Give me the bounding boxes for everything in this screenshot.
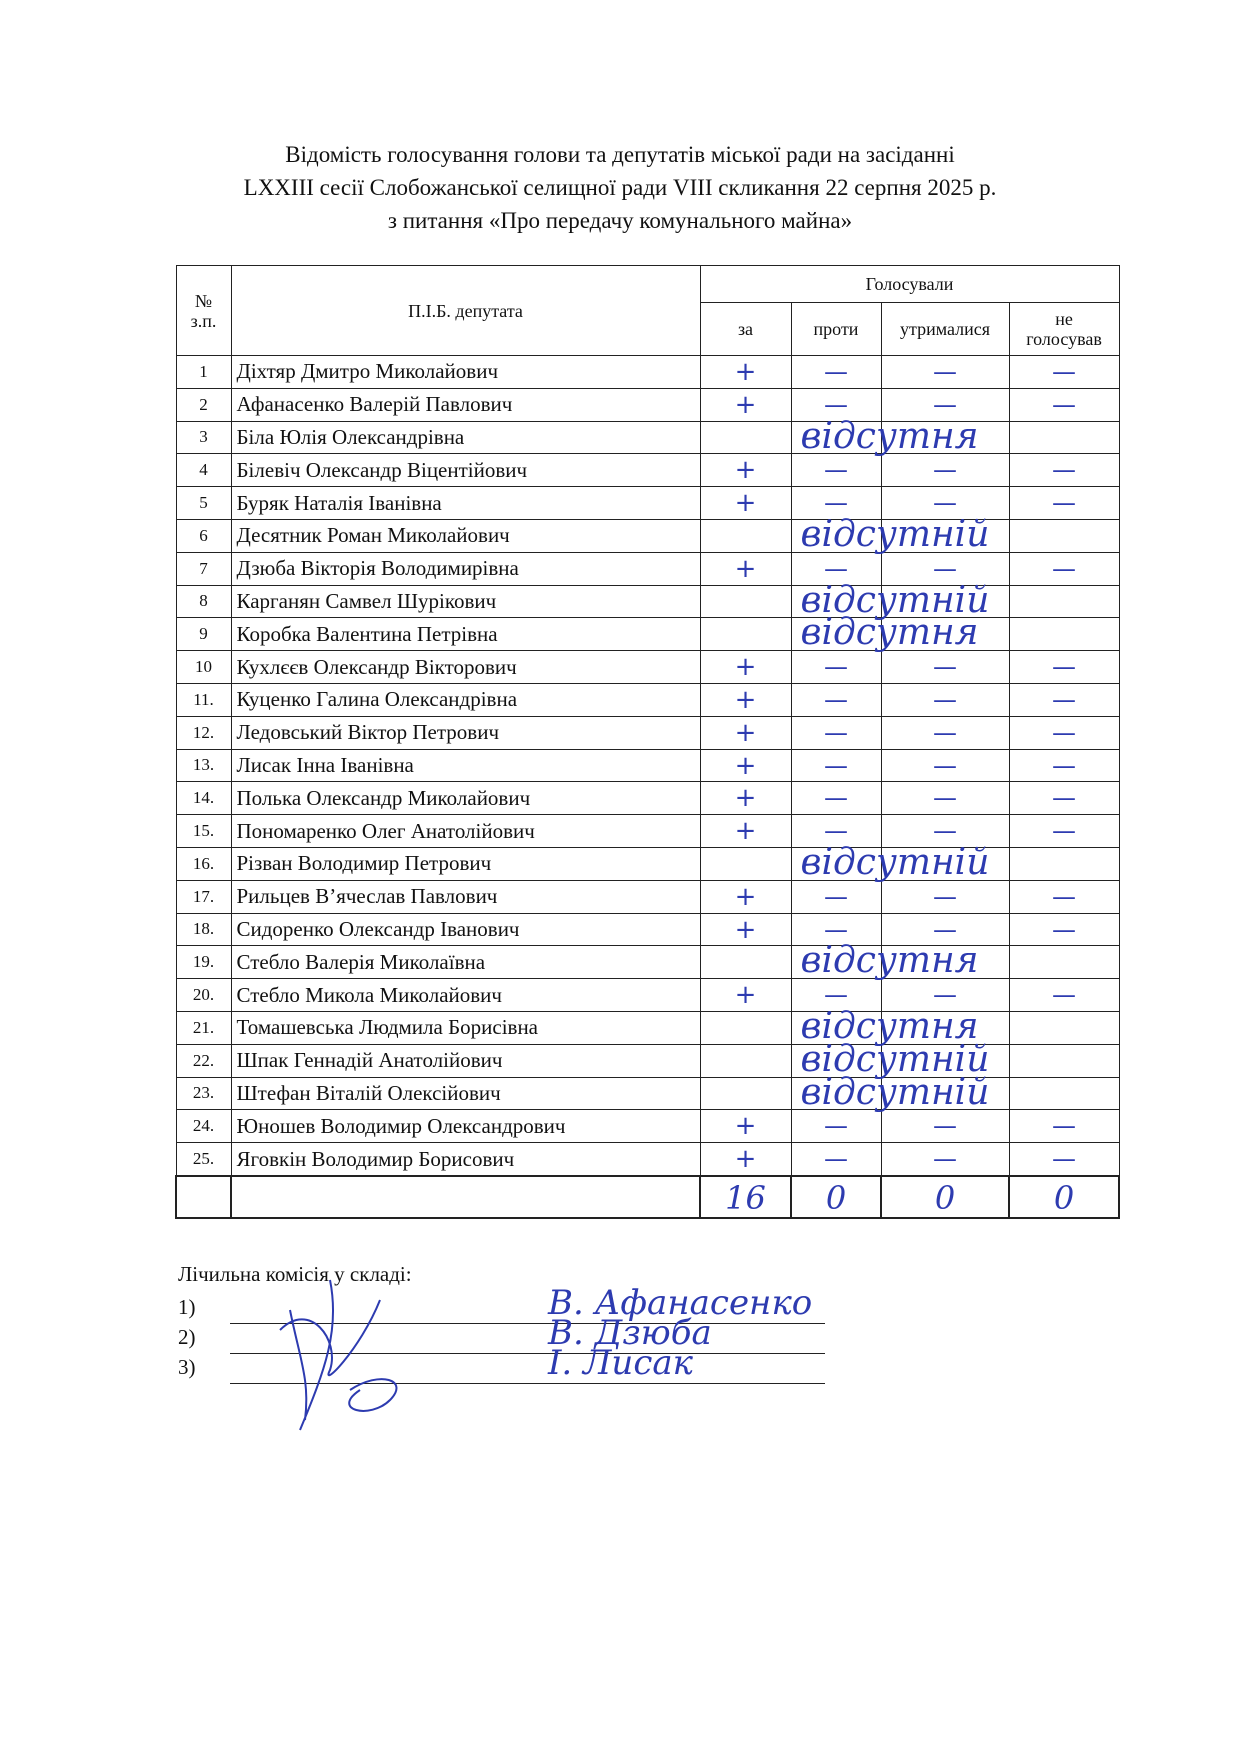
- vote-cell-abstained: [881, 519, 1009, 552]
- table-row: [176, 618, 1119, 651]
- vote-for-mark: +: [734, 455, 757, 486]
- vote-not-voted-mark: [1010, 946, 1119, 978]
- header-number: № з.п.: [176, 266, 231, 356]
- title-line-3: з питання «Про передачу комунального майна»: [387, 208, 853, 233]
- deputy-name: Пономаренко Олег Анатолійович: [231, 815, 700, 848]
- vote-cell-not-voted: [1009, 847, 1119, 880]
- vote-cell-for: [700, 415, 979, 457]
- vote-not-voted-mark: —: [1052, 456, 1077, 485]
- vote-cell-against: [791, 356, 881, 389]
- vote-cell-for: [700, 841, 990, 883]
- vote-cell-against: [791, 847, 881, 880]
- vote-abstained-mark: —: [933, 685, 957, 714]
- vote-for-mark: +: [734, 1144, 757, 1175]
- header-name: П.І.Б. депутата: [231, 266, 700, 356]
- table-row: [176, 683, 1119, 716]
- absent-note: відсутня: [800, 940, 979, 982]
- vote-cell-abstained: [881, 946, 1009, 979]
- vote-abstained-mark: —: [933, 981, 957, 1010]
- vote-cell-against: [791, 880, 881, 913]
- table-row: [176, 1077, 1119, 1110]
- deputy-name: Стебло Микола Миколайович: [231, 979, 700, 1012]
- vote-against-mark: —: [824, 751, 848, 780]
- handwritten-signature-icon: [270, 1270, 440, 1440]
- vote-cell-abstained: [881, 454, 1009, 487]
- vote-against-mark: [792, 848, 881, 880]
- vote-abstained-mark: —: [933, 784, 957, 813]
- vote-cell-against: [791, 782, 881, 815]
- vote-against-mark: —: [824, 1145, 848, 1174]
- row-number: 13.: [176, 749, 231, 782]
- row-number: 12.: [176, 716, 231, 749]
- vote-cell-for: [700, 979, 791, 1012]
- vote-against-mark: [792, 520, 881, 552]
- vote-cell-not-voted: [1009, 1143, 1119, 1176]
- vote-cell-not-voted: [1009, 782, 1119, 815]
- vote-for-mark: +: [734, 488, 757, 519]
- vote-abstained-mark: —: [933, 653, 957, 682]
- total-not-voted-cell: [1009, 1176, 1119, 1218]
- deputy-name: Білевіч Олександр Віцентійович: [231, 454, 700, 487]
- absent-note: відсутній: [800, 513, 990, 555]
- vote-abstained-mark: [882, 1078, 1009, 1110]
- vote-cell-not-voted: [1009, 815, 1119, 848]
- row-number: 20.: [176, 979, 231, 1012]
- deputy-name: Різван Володимир Петрович: [231, 847, 700, 880]
- vote-abstained-mark: —: [933, 1112, 957, 1141]
- vote-cell-abstained: [881, 1143, 1009, 1176]
- vote-cell-not-voted: [1009, 880, 1119, 913]
- row-number: 22.: [176, 1044, 231, 1077]
- vote-not-voted-mark: [1010, 848, 1119, 880]
- vote-cell-for: [700, 716, 791, 749]
- vote-abstained-mark: —: [933, 554, 957, 583]
- vote-cell-abstained: [881, 1077, 1009, 1110]
- vote-not-voted-mark: —: [1052, 784, 1077, 813]
- table-row: [176, 880, 1119, 913]
- vote-cell-against: [791, 421, 881, 454]
- deputy-name: Десятник Роман Миколайович: [231, 519, 700, 552]
- row-number: 7: [176, 552, 231, 585]
- vote-cell-abstained: [881, 847, 1009, 880]
- vote-not-voted-mark: —: [1052, 489, 1077, 518]
- deputy-name: Ледовський Віктор Петрович: [231, 716, 700, 749]
- vote-for-mark: [701, 1045, 791, 1077]
- table-row: [176, 519, 1119, 552]
- vote-cell-abstained: [881, 782, 1009, 815]
- vote-cell-for: [700, 487, 791, 520]
- vote-cell-for: [700, 913, 791, 946]
- absent-note: відсутній: [800, 841, 990, 883]
- vote-not-voted-mark: —: [1052, 390, 1077, 419]
- row-number: 15.: [176, 815, 231, 848]
- vote-cell-for: [700, 612, 979, 654]
- vote-for-mark: [701, 1078, 791, 1110]
- totals-row: [176, 1176, 1119, 1218]
- row-number: 23.: [176, 1077, 231, 1110]
- vote-cell-not-voted: [1009, 618, 1119, 651]
- vote-abstained-mark: —: [933, 915, 957, 944]
- vote-for-mark: +: [734, 816, 757, 847]
- vote-for-mark: +: [734, 914, 757, 945]
- vote-against-mark: —: [824, 718, 848, 747]
- vote-abstained-mark: —: [933, 882, 957, 911]
- vote-against-mark: —: [824, 915, 848, 944]
- vote-for-mark: +: [734, 652, 757, 683]
- vote-cell-not-voted: [1009, 716, 1119, 749]
- vote-for-mark: +: [734, 357, 757, 387]
- vote-cell-not-voted: [1009, 552, 1119, 585]
- total-for-cell: [700, 1176, 791, 1218]
- vote-against-mark: —: [824, 817, 848, 846]
- deputy-name: Карганян Самвел Шурікович: [231, 585, 700, 618]
- vote-against-mark: —: [824, 358, 848, 386]
- deputy-name: Кухлєєв Олександр Вікторович: [231, 651, 700, 684]
- vote-not-voted-mark: [1010, 520, 1119, 552]
- deputy-name: Дзюба Вікторія Володимирівна: [231, 552, 700, 585]
- vote-against-mark: —: [824, 390, 848, 419]
- vote-abstained-mark: [882, 848, 1009, 880]
- header-voted: Голосували: [700, 266, 1119, 303]
- member-signature: В. Афанасенко: [548, 1283, 813, 1323]
- vote-cell-not-voted: [1009, 454, 1119, 487]
- vote-cell-for: [700, 815, 791, 848]
- vote-cell-not-voted: [1009, 1077, 1119, 1110]
- vote-not-voted-mark: [1010, 422, 1119, 454]
- vote-abstained-mark: —: [933, 751, 957, 780]
- table-row: [176, 651, 1119, 684]
- table-row: [176, 749, 1119, 782]
- vote-cell-for: [700, 1110, 791, 1143]
- row-number: 5: [176, 487, 231, 520]
- commission-heading: Лічильна комісія у складі:: [178, 1262, 412, 1286]
- vote-cell-against: [791, 946, 881, 979]
- title-line-2: LXXIII сесії Слобожанської селищної ради VIII скликання 22 серпня 2025 р.: [243, 175, 997, 200]
- vote-abstained-mark: —: [933, 718, 957, 747]
- deputy-name: Рильцев В’ячеслав Павлович: [231, 880, 700, 913]
- deputy-name: Куценко Галина Олександрівна: [231, 683, 700, 716]
- table-row: [176, 847, 1119, 880]
- vote-cell-abstained: [881, 356, 1009, 389]
- vote-cell-against: [791, 716, 881, 749]
- row-number: 25.: [176, 1143, 231, 1176]
- vote-cell-against: [791, 1143, 881, 1176]
- header-not-voted: не голосував: [1009, 303, 1119, 356]
- vote-cell-not-voted: [1009, 979, 1119, 1012]
- vote-cell-for: [700, 880, 791, 913]
- vote-for-mark: [701, 520, 791, 552]
- vote-cell-abstained: [881, 749, 1009, 782]
- voting-table: [175, 265, 1120, 1219]
- total-not-voted: 0: [1053, 1178, 1075, 1217]
- vote-cell-against: [791, 1077, 881, 1110]
- title-line-1: Відомість голосування голови та депутатів міської ради на засіданні: [285, 142, 955, 167]
- table-row: [176, 356, 1119, 389]
- vote-cell-not-voted: [1009, 388, 1119, 421]
- vote-not-voted-mark: —: [1052, 554, 1077, 583]
- vote-cell-for: [700, 454, 791, 487]
- deputy-name: Полька Олександр Миколайович: [231, 782, 700, 815]
- vote-not-voted-mark: —: [1052, 685, 1077, 714]
- member-index: 3): [178, 1355, 196, 1379]
- deputy-name: Коробка Валентина Петрівна: [231, 618, 700, 651]
- deputy-name: Афанасенко Валерій Павлович: [231, 388, 700, 421]
- vote-cell-for: [700, 1071, 990, 1113]
- vote-cell-for: [700, 683, 791, 716]
- vote-against-mark: —: [824, 489, 848, 518]
- vote-cell-not-voted: [1009, 356, 1119, 389]
- vote-cell-abstained: [881, 421, 1009, 454]
- vote-not-voted-mark: [1010, 1045, 1119, 1077]
- deputy-name: Сидоренко Олександр Іванович: [231, 913, 700, 946]
- vote-not-voted-mark: —: [1052, 1145, 1077, 1174]
- vote-against-mark: [792, 1078, 881, 1110]
- absent-note: відсутній: [800, 1038, 990, 1080]
- vote-for-mark: [701, 946, 791, 978]
- vote-not-voted-mark: —: [1052, 817, 1077, 846]
- vote-against-mark: [792, 422, 881, 454]
- vote-cell-abstained: [881, 1110, 1009, 1143]
- member-signature: В. Дзюба: [548, 1313, 712, 1353]
- document-title: [0, 138, 1240, 237]
- row-number: 9: [176, 618, 231, 651]
- vote-against-mark: —: [824, 456, 848, 485]
- member-signature: І. Лисак: [548, 1343, 693, 1383]
- deputy-name: Томашевська Людмила Борисівна: [231, 1011, 700, 1044]
- vote-against-mark: —: [824, 784, 848, 813]
- vote-abstained-mark: —: [933, 390, 957, 419]
- vote-for-mark: +: [734, 389, 757, 420]
- vote-against-mark: [792, 946, 881, 978]
- vote-against-mark: —: [824, 981, 848, 1010]
- vote-not-voted-mark: —: [1052, 358, 1077, 386]
- header-for: за: [700, 303, 791, 356]
- table-row: [176, 716, 1119, 749]
- vote-against-mark: —: [824, 882, 848, 911]
- vote-cell-for: [700, 356, 791, 389]
- deputy-name: Шпак Геннадій Анатолійович: [231, 1044, 700, 1077]
- vote-abstained-mark: [882, 618, 1009, 650]
- row-number: 14.: [176, 782, 231, 815]
- vote-cell-against: [791, 749, 881, 782]
- row-number: 21.: [176, 1011, 231, 1044]
- vote-cell-against: [791, 519, 881, 552]
- row-number: 1: [176, 356, 231, 389]
- row-number: 16.: [176, 847, 231, 880]
- total-against: 0: [825, 1178, 847, 1217]
- table-row: [176, 1110, 1119, 1143]
- vote-cell-abstained: [881, 618, 1009, 651]
- vote-for-mark: +: [734, 684, 757, 715]
- vote-cell-abstained: [881, 716, 1009, 749]
- vote-cell-not-voted: [1009, 519, 1119, 552]
- vote-abstained-mark: [882, 422, 1009, 454]
- vote-against-mark: —: [824, 1112, 848, 1141]
- row-number: 4: [176, 454, 231, 487]
- vote-cell-for: [700, 749, 791, 782]
- row-number: 11.: [176, 683, 231, 716]
- vote-cell-not-voted: [1009, 1044, 1119, 1077]
- vote-for-mark: [701, 422, 791, 454]
- deputy-name: Лисак Інна Іванівна: [231, 749, 700, 782]
- vote-abstained-mark: [882, 946, 1009, 978]
- vote-for-mark: +: [734, 750, 757, 781]
- row-number: 2: [176, 388, 231, 421]
- vote-cell-not-voted: [1009, 487, 1119, 520]
- vote-for-mark: +: [734, 783, 757, 814]
- row-number: 19.: [176, 946, 231, 979]
- vote-against-mark: —: [824, 653, 848, 682]
- vote-cell-abstained: [881, 683, 1009, 716]
- vote-cell-against: [791, 1110, 881, 1143]
- totals-num-cell: [176, 1176, 231, 1218]
- vote-cell-for: [700, 782, 791, 815]
- deputy-name: Юношев Володимир Олександрович: [231, 1110, 700, 1143]
- vote-against-mark: —: [824, 554, 848, 583]
- vote-for-mark: [701, 1012, 791, 1044]
- row-number: 24.: [176, 1110, 231, 1143]
- vote-not-voted-mark: —: [1052, 1112, 1077, 1141]
- absent-note: відсутня: [800, 1005, 979, 1047]
- vote-cell-not-voted: [1009, 651, 1119, 684]
- deputy-name: Яговкін Володимир Борисович: [231, 1143, 700, 1176]
- vote-for-mark: [701, 848, 791, 880]
- row-number: 8: [176, 585, 231, 618]
- absent-note: відсутній: [800, 1071, 990, 1113]
- vote-cell-abstained: [881, 880, 1009, 913]
- row-number: 3: [176, 421, 231, 454]
- table-row: [176, 454, 1119, 487]
- vote-not-voted-mark: —: [1052, 653, 1077, 682]
- vote-not-voted-mark: —: [1052, 718, 1077, 747]
- total-against-cell: [791, 1176, 881, 1218]
- row-number: 6: [176, 519, 231, 552]
- vote-for-mark: [701, 586, 791, 618]
- absent-note: відсутня: [800, 612, 979, 654]
- vote-cell-not-voted: [1009, 1011, 1119, 1044]
- vote-cell-for: [700, 651, 791, 684]
- vote-cell-for: [700, 552, 791, 585]
- vote-cell-for: [700, 388, 791, 421]
- vote-cell-not-voted: [1009, 913, 1119, 946]
- member-index: 2): [178, 1325, 196, 1349]
- vote-not-voted-mark: —: [1052, 981, 1077, 1010]
- vote-abstained-mark: [882, 520, 1009, 552]
- vote-cell-against: [791, 683, 881, 716]
- deputy-name: Стебло Валерія Миколаївна: [231, 946, 700, 979]
- vote-not-voted-mark: —: [1052, 915, 1077, 944]
- member-index: 1): [178, 1295, 196, 1319]
- deputy-name: Буряк Наталія Іванівна: [231, 487, 700, 520]
- header-against: проти: [791, 303, 881, 356]
- vote-cell-for: [700, 1005, 979, 1047]
- deputy-name: Діхтяр Дмитро Миколайович: [231, 356, 700, 389]
- vote-cell-not-voted: [1009, 585, 1119, 618]
- vote-cell-for: [700, 579, 990, 621]
- vote-cell-against: [791, 454, 881, 487]
- row-number: 18.: [176, 913, 231, 946]
- vote-not-voted-mark: [1010, 1078, 1119, 1110]
- vote-abstained-mark: —: [933, 456, 957, 485]
- vote-cell-not-voted: [1009, 749, 1119, 782]
- deputy-name: Біла Юлія Олександрівна: [231, 421, 700, 454]
- vote-cell-for: [700, 1038, 990, 1080]
- vote-cell-for: [700, 940, 979, 982]
- vote-cell-not-voted: [1009, 1110, 1119, 1143]
- vote-for-mark: +: [734, 881, 757, 912]
- vote-not-voted-mark: [1010, 1012, 1119, 1044]
- vote-cell-for: [700, 1143, 791, 1176]
- vote-for-mark: +: [734, 553, 757, 584]
- vote-cell-abstained: [881, 651, 1009, 684]
- vote-not-voted-mark: [1010, 586, 1119, 618]
- total-abstained-cell: [881, 1176, 1009, 1218]
- header-abstained: утрималися: [881, 303, 1009, 356]
- deputy-name: Штефан Віталій Олексійович: [231, 1077, 700, 1110]
- vote-cell-against: [791, 618, 881, 651]
- vote-cell-against: [791, 651, 881, 684]
- vote-against-mark: [792, 618, 881, 650]
- absent-note: відсутня: [800, 415, 979, 457]
- table-row: [176, 421, 1119, 454]
- absent-note: відсутній: [800, 579, 990, 621]
- vote-for-mark: +: [734, 717, 757, 748]
- vote-abstained-mark: —: [933, 358, 957, 386]
- vote-cell-not-voted: [1009, 946, 1119, 979]
- vote-abstained-mark: —: [933, 1145, 957, 1174]
- table-row: [176, 782, 1119, 815]
- vote-not-voted-mark: —: [1052, 751, 1077, 780]
- vote-against-mark: —: [824, 685, 848, 714]
- total-for: 16: [725, 1178, 766, 1217]
- vote-for-mark: +: [734, 980, 757, 1011]
- vote-not-voted-mark: —: [1052, 882, 1077, 911]
- vote-abstained-mark: —: [933, 489, 957, 518]
- vote-cell-for: [700, 513, 990, 555]
- vote-not-voted-mark: [1010, 618, 1119, 650]
- total-abstained: 0: [934, 1178, 956, 1217]
- vote-for-mark: [701, 618, 791, 650]
- row-number: 10: [176, 651, 231, 684]
- totals-name-cell: [231, 1176, 700, 1218]
- vote-cell-not-voted: [1009, 683, 1119, 716]
- table-row: [176, 1143, 1119, 1176]
- vote-abstained-mark: —: [933, 817, 957, 846]
- row-number: 17.: [176, 880, 231, 913]
- vote-for-mark: +: [734, 1111, 757, 1142]
- vote-cell-not-voted: [1009, 421, 1119, 454]
- table-row: [176, 946, 1119, 979]
